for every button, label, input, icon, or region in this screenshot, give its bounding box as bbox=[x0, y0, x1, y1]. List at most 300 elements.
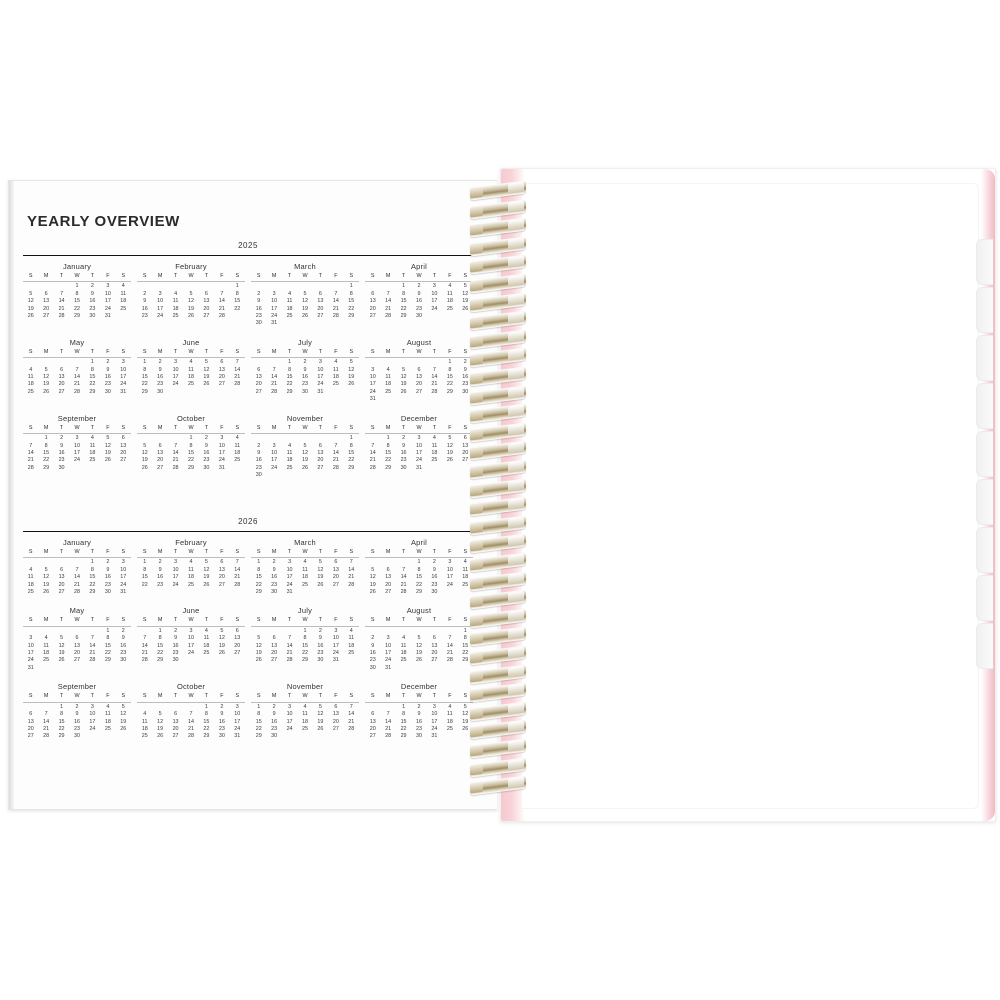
index-tab[interactable] bbox=[976, 575, 993, 621]
day-cell: 12 bbox=[317, 711, 324, 718]
weekday-initial: S bbox=[463, 273, 468, 279]
day-cell: 10 bbox=[89, 711, 96, 718]
day-cell: 9 bbox=[463, 366, 467, 373]
day-cell: 30 bbox=[301, 388, 308, 395]
week-row bbox=[137, 733, 245, 740]
day-cell: 28 bbox=[234, 381, 241, 388]
day-cell: 9 bbox=[121, 635, 125, 642]
spiral-coil bbox=[470, 441, 526, 461]
day-cell: 27 bbox=[317, 313, 324, 320]
day-cell: 18 bbox=[286, 457, 293, 464]
weekday-header-row bbox=[137, 617, 245, 626]
day-cell: 15 bbox=[446, 374, 453, 381]
day-cell: 8 bbox=[386, 442, 390, 449]
day-cell: 5 bbox=[220, 627, 224, 634]
week-row bbox=[251, 381, 359, 388]
week-row bbox=[137, 657, 245, 664]
day-cell: 11 bbox=[89, 442, 96, 449]
day-cell: 23 bbox=[271, 725, 278, 732]
day-cell: 28 bbox=[369, 464, 376, 471]
day-cell: 3 bbox=[272, 442, 276, 449]
day-cell: 1 bbox=[44, 435, 48, 442]
day-cell: 10 bbox=[415, 442, 422, 449]
day-cell: 22 bbox=[141, 381, 148, 388]
weekday-initial: W bbox=[302, 617, 308, 624]
month-block bbox=[137, 538, 245, 596]
weekday-initial: F bbox=[106, 348, 110, 355]
day-cell: 23 bbox=[58, 457, 65, 464]
year-section-2025 bbox=[23, 241, 473, 480]
day-cell: 19 bbox=[203, 574, 210, 581]
day-cell: 24 bbox=[187, 650, 194, 657]
day-cell: 22 bbox=[89, 381, 96, 388]
day-cell bbox=[69, 559, 84, 566]
day-cell: 24 bbox=[172, 581, 179, 588]
day-cell: 15 bbox=[104, 642, 111, 649]
weekday-initial: F bbox=[220, 348, 224, 355]
day-cell bbox=[100, 733, 115, 740]
day-cell: 14 bbox=[234, 566, 241, 573]
day-cell: 10 bbox=[286, 711, 293, 718]
day-cell: 17 bbox=[218, 449, 225, 456]
day-cell: 8 bbox=[143, 566, 147, 573]
week-row bbox=[365, 657, 473, 664]
day-cell: 11 bbox=[27, 374, 34, 381]
day-cell bbox=[396, 559, 411, 566]
day-cell: 8 bbox=[44, 442, 48, 449]
day-cell: 4 bbox=[174, 290, 178, 297]
weekday-header-row bbox=[23, 273, 131, 282]
day-cell: 20 bbox=[415, 381, 422, 388]
weekday-initial: T bbox=[401, 424, 406, 431]
day-cell bbox=[442, 396, 457, 403]
day-cell: 4 bbox=[463, 559, 467, 566]
day-cell: 26 bbox=[187, 313, 194, 320]
day-cell: 7 bbox=[349, 703, 353, 710]
day-cell: 15 bbox=[43, 449, 50, 456]
day-cell: 5 bbox=[44, 366, 48, 373]
day-cell: 14 bbox=[141, 642, 148, 649]
day-cell: 1 bbox=[75, 283, 79, 290]
index-tab-strip[interactable] bbox=[975, 239, 993, 679]
week-row bbox=[137, 457, 245, 464]
day-cell: 19 bbox=[462, 298, 469, 305]
week-row bbox=[137, 567, 245, 574]
day-cell: 6 bbox=[235, 627, 239, 634]
day-cell: 5 bbox=[463, 703, 467, 710]
week-row bbox=[23, 719, 131, 726]
day-cell: 21 bbox=[43, 725, 50, 732]
day-cell: 5 bbox=[29, 290, 33, 297]
weekday-initial: T bbox=[173, 617, 178, 624]
weekday-initial: W bbox=[74, 273, 80, 279]
index-tab[interactable] bbox=[976, 527, 993, 573]
day-cell: 6 bbox=[318, 290, 322, 297]
day-cell: 26 bbox=[203, 381, 210, 388]
day-cell: 20 bbox=[218, 574, 225, 581]
day-cell bbox=[230, 313, 245, 320]
month-name: August bbox=[406, 606, 432, 616]
day-cell: 17 bbox=[431, 718, 438, 725]
day-cell bbox=[365, 283, 380, 290]
day-cell: 22 bbox=[187, 457, 194, 464]
day-cell: 10 bbox=[431, 290, 438, 297]
weekday-initial: S bbox=[256, 273, 261, 279]
month-block bbox=[251, 414, 359, 480]
day-cell: 19 bbox=[43, 381, 50, 388]
day-cell: 5 bbox=[158, 711, 162, 718]
day-cell: 7 bbox=[386, 290, 390, 297]
day-cell: 17 bbox=[27, 650, 34, 657]
day-cell: 11 bbox=[462, 566, 469, 573]
day-cell: 21 bbox=[385, 305, 392, 312]
year-label: 2026 bbox=[232, 517, 264, 526]
weekday-initial: S bbox=[463, 617, 468, 624]
weekday-initial: S bbox=[349, 273, 354, 279]
day-cell: 13 bbox=[369, 298, 376, 305]
day-cell bbox=[344, 657, 359, 664]
day-cell: 23 bbox=[89, 305, 96, 312]
weekday-initial: S bbox=[349, 617, 354, 624]
day-cell: 10 bbox=[172, 566, 179, 573]
day-cell: 18 bbox=[120, 298, 127, 305]
day-cell: 14 bbox=[218, 298, 225, 305]
day-cell bbox=[282, 283, 297, 290]
day-cell: 8 bbox=[75, 290, 79, 297]
day-cell bbox=[328, 283, 343, 290]
day-cell: 19 bbox=[218, 642, 225, 649]
index-tab[interactable] bbox=[976, 335, 993, 381]
day-cell: 24 bbox=[234, 725, 241, 732]
weekday-initial: T bbox=[90, 549, 95, 555]
day-cell: 8 bbox=[60, 711, 64, 718]
weekday-header-row bbox=[23, 693, 131, 702]
week-row bbox=[137, 313, 245, 320]
day-cell: 10 bbox=[104, 290, 111, 297]
month-block bbox=[23, 682, 131, 740]
month-name: May bbox=[69, 606, 85, 616]
day-cell bbox=[23, 435, 38, 442]
day-cell: 25 bbox=[89, 457, 96, 464]
day-cell bbox=[328, 389, 343, 396]
day-cell: 1 bbox=[303, 627, 307, 634]
week-row bbox=[365, 283, 473, 290]
day-cell: 1 bbox=[158, 627, 162, 634]
day-cell: 5 bbox=[303, 442, 307, 449]
spiral-coil bbox=[470, 478, 526, 498]
day-cell bbox=[23, 628, 38, 635]
day-cell: 18 bbox=[89, 449, 96, 456]
weekday-initial: T bbox=[59, 424, 64, 431]
day-cell: 9 bbox=[272, 711, 276, 718]
index-tab[interactable] bbox=[976, 383, 993, 429]
day-cell: 25 bbox=[187, 581, 194, 588]
day-cell: 5 bbox=[318, 559, 322, 566]
weekday-initial: F bbox=[334, 693, 338, 700]
day-cell: 18 bbox=[141, 725, 148, 732]
planner-right-cover bbox=[500, 168, 996, 822]
weekday-initial: M bbox=[157, 273, 163, 279]
day-cell bbox=[230, 657, 245, 664]
day-cell: 5 bbox=[257, 635, 261, 642]
weekday-initial: S bbox=[370, 348, 375, 355]
month-name: November bbox=[286, 413, 324, 423]
month-name: February bbox=[175, 262, 207, 271]
day-cell: 23 bbox=[400, 457, 407, 464]
day-cell: 24 bbox=[120, 381, 127, 388]
month-name: June bbox=[182, 337, 200, 347]
week-row bbox=[23, 313, 131, 320]
day-cell bbox=[266, 435, 281, 442]
week-row bbox=[251, 374, 359, 381]
day-cell: 26 bbox=[369, 589, 376, 596]
week-row bbox=[23, 567, 131, 574]
day-cell: 29 bbox=[157, 657, 164, 664]
day-cell: 25 bbox=[462, 581, 469, 588]
day-cell: 6 bbox=[371, 290, 375, 297]
day-cell: 2 bbox=[417, 703, 421, 710]
index-tab[interactable] bbox=[976, 479, 993, 525]
day-cell: 22 bbox=[157, 650, 164, 657]
week-row bbox=[251, 450, 359, 457]
weekday-initial: S bbox=[256, 549, 261, 555]
weekday-initial: M bbox=[43, 348, 49, 355]
weekday-initial: T bbox=[287, 693, 292, 700]
day-cell: 1 bbox=[90, 559, 94, 566]
week-row bbox=[251, 711, 359, 718]
day-cell: 6 bbox=[29, 711, 33, 718]
day-cell: 1 bbox=[349, 435, 353, 442]
day-cell: 6 bbox=[417, 366, 421, 373]
weekday-initial: W bbox=[188, 424, 194, 431]
index-tab[interactable] bbox=[976, 431, 993, 477]
day-cell bbox=[442, 628, 457, 635]
day-cell: 25 bbox=[286, 464, 293, 471]
day-cell: 2 bbox=[106, 359, 110, 366]
day-cell: 25 bbox=[234, 457, 241, 464]
day-cell: 8 bbox=[204, 711, 208, 718]
day-cell: 20 bbox=[203, 305, 210, 312]
day-cell: 30 bbox=[89, 313, 96, 320]
weekday-initial: M bbox=[43, 273, 49, 279]
day-cell: 16 bbox=[104, 574, 111, 581]
day-cell: 2 bbox=[303, 359, 307, 366]
week-row bbox=[23, 389, 131, 396]
weekday-initial: T bbox=[204, 693, 209, 700]
week-row bbox=[23, 457, 131, 464]
day-cell bbox=[442, 465, 457, 472]
month-name: November bbox=[286, 682, 324, 692]
day-cell: 25 bbox=[332, 381, 339, 388]
week-row bbox=[251, 719, 359, 726]
day-cell: 7 bbox=[189, 711, 193, 718]
day-cell: 21 bbox=[431, 381, 438, 388]
day-cell bbox=[365, 704, 380, 711]
weekday-initial: S bbox=[28, 273, 33, 279]
day-cell: 23 bbox=[317, 650, 324, 657]
day-cell: 14 bbox=[332, 298, 339, 305]
weekday-initial: S bbox=[349, 348, 354, 355]
weekday-initial: T bbox=[287, 273, 292, 279]
day-cell: 21 bbox=[332, 457, 339, 464]
index-tab[interactable] bbox=[976, 287, 993, 333]
month-name: April bbox=[410, 262, 427, 271]
day-cell: 12 bbox=[369, 574, 376, 581]
day-cell: 11 bbox=[447, 290, 453, 297]
day-cell: 29 bbox=[203, 733, 210, 740]
day-cell: 12 bbox=[157, 718, 164, 725]
spiral-coil bbox=[470, 311, 526, 331]
week-row bbox=[365, 298, 473, 305]
day-cell: 20 bbox=[172, 725, 179, 732]
day-cell bbox=[116, 665, 131, 672]
day-cell: 16 bbox=[301, 374, 308, 381]
day-cell: 26 bbox=[27, 313, 34, 320]
day-cell: 30 bbox=[255, 472, 262, 479]
day-cell: 26 bbox=[141, 464, 148, 471]
day-cell: 27 bbox=[369, 313, 376, 320]
month-block bbox=[137, 682, 245, 740]
day-cell: 29 bbox=[400, 313, 407, 320]
weekday-initial: F bbox=[448, 273, 452, 279]
day-cell: 4 bbox=[402, 635, 406, 642]
weekday-initial: T bbox=[90, 348, 95, 355]
day-cell: 4 bbox=[349, 627, 353, 634]
day-cell bbox=[199, 389, 214, 396]
week-row bbox=[23, 657, 131, 664]
day-cell: 16 bbox=[431, 574, 438, 581]
day-cell: 14 bbox=[332, 449, 339, 456]
day-cell: 17 bbox=[172, 374, 179, 381]
day-cell: 26 bbox=[462, 305, 469, 312]
day-cell: 18 bbox=[104, 718, 111, 725]
day-cell: 14 bbox=[385, 298, 392, 305]
day-cell: 2 bbox=[463, 359, 467, 366]
day-cell: 1 bbox=[417, 559, 421, 566]
day-cell bbox=[69, 465, 84, 472]
day-cell: 29 bbox=[400, 733, 407, 740]
day-cell: 6 bbox=[220, 359, 224, 366]
day-cell bbox=[168, 389, 183, 396]
day-cell: 5 bbox=[371, 566, 375, 573]
day-cell: 9 bbox=[220, 711, 224, 718]
weekday-initial: F bbox=[334, 617, 338, 624]
day-cell: 26 bbox=[348, 381, 355, 388]
day-cell: 17 bbox=[271, 457, 278, 464]
spiral-coil bbox=[470, 385, 526, 405]
day-cell: 6 bbox=[60, 366, 64, 373]
day-cell: 15 bbox=[462, 642, 469, 649]
day-cell bbox=[137, 283, 152, 290]
day-cell bbox=[427, 396, 442, 403]
day-cell: 4 bbox=[448, 703, 452, 710]
day-cell: 23 bbox=[271, 581, 278, 588]
spiral-coil bbox=[470, 720, 526, 740]
week-row bbox=[365, 435, 473, 442]
day-cell: 29 bbox=[286, 388, 293, 395]
week-row bbox=[365, 367, 473, 374]
day-cell: 14 bbox=[431, 374, 438, 381]
weekday-initial: M bbox=[157, 549, 163, 555]
day-cell: 6 bbox=[257, 366, 261, 373]
day-cell: 20 bbox=[462, 449, 469, 456]
week-row bbox=[251, 443, 359, 450]
day-cell: 25 bbox=[120, 305, 127, 312]
day-cell: 9 bbox=[158, 366, 162, 373]
day-cell: 2 bbox=[432, 559, 436, 566]
week-row bbox=[251, 582, 359, 589]
index-tab[interactable] bbox=[976, 623, 993, 669]
day-cell: 4 bbox=[432, 435, 436, 442]
day-cell: 2 bbox=[371, 635, 375, 642]
day-cell: 11 bbox=[302, 711, 308, 718]
weekday-initial: F bbox=[220, 693, 224, 700]
day-cell: 26 bbox=[157, 733, 164, 740]
year-divider bbox=[23, 517, 473, 532]
day-cell: 7 bbox=[235, 359, 239, 366]
day-cell: 6 bbox=[121, 435, 125, 442]
day-cell bbox=[328, 733, 343, 740]
weekday-initial: S bbox=[28, 348, 33, 355]
day-cell bbox=[38, 559, 53, 566]
day-cell bbox=[396, 665, 411, 672]
day-cell: 26 bbox=[43, 589, 50, 596]
week-row bbox=[365, 389, 473, 396]
day-cell: 16 bbox=[172, 642, 179, 649]
day-cell: 8 bbox=[143, 366, 147, 373]
day-cell: 5 bbox=[204, 359, 208, 366]
day-cell: 29 bbox=[89, 589, 96, 596]
index-tab[interactable] bbox=[976, 239, 993, 285]
day-cell: 27 bbox=[415, 388, 422, 395]
week-row bbox=[23, 711, 131, 718]
day-cell: 5 bbox=[60, 635, 64, 642]
day-cell: 22 bbox=[415, 581, 422, 588]
weekday-initial: T bbox=[432, 549, 437, 555]
day-cell: 4 bbox=[121, 283, 125, 290]
week-row bbox=[137, 298, 245, 305]
day-cell: 26 bbox=[317, 581, 324, 588]
day-cell bbox=[365, 435, 380, 442]
day-cell: 12 bbox=[203, 566, 210, 573]
weekday-initial: M bbox=[385, 348, 391, 355]
weekday-initial: S bbox=[349, 549, 354, 555]
week-row bbox=[137, 443, 245, 450]
weekday-initial: S bbox=[235, 617, 240, 624]
day-cell: 20 bbox=[317, 457, 324, 464]
weekday-initial: S bbox=[256, 348, 261, 355]
day-cell: 6 bbox=[75, 635, 79, 642]
day-cell: 5 bbox=[204, 559, 208, 566]
weekday-initial: S bbox=[142, 348, 147, 355]
day-cell bbox=[266, 359, 281, 366]
day-cell: 26 bbox=[218, 650, 225, 657]
weekday-initial: T bbox=[173, 693, 178, 700]
day-cell: 5 bbox=[402, 366, 406, 373]
weekday-header-row bbox=[365, 693, 473, 702]
day-cell: 13 bbox=[369, 718, 376, 725]
day-cell: 19 bbox=[348, 374, 355, 381]
day-cell: 25 bbox=[385, 388, 392, 395]
day-cell: 23 bbox=[415, 305, 422, 312]
day-cell: 23 bbox=[462, 381, 469, 388]
weekday-initial: T bbox=[173, 549, 178, 555]
day-cell: 30 bbox=[58, 464, 65, 471]
week-row bbox=[137, 711, 245, 718]
weekday-initial: T bbox=[173, 424, 178, 431]
day-cell: 29 bbox=[43, 464, 50, 471]
day-cell: 1 bbox=[402, 703, 406, 710]
